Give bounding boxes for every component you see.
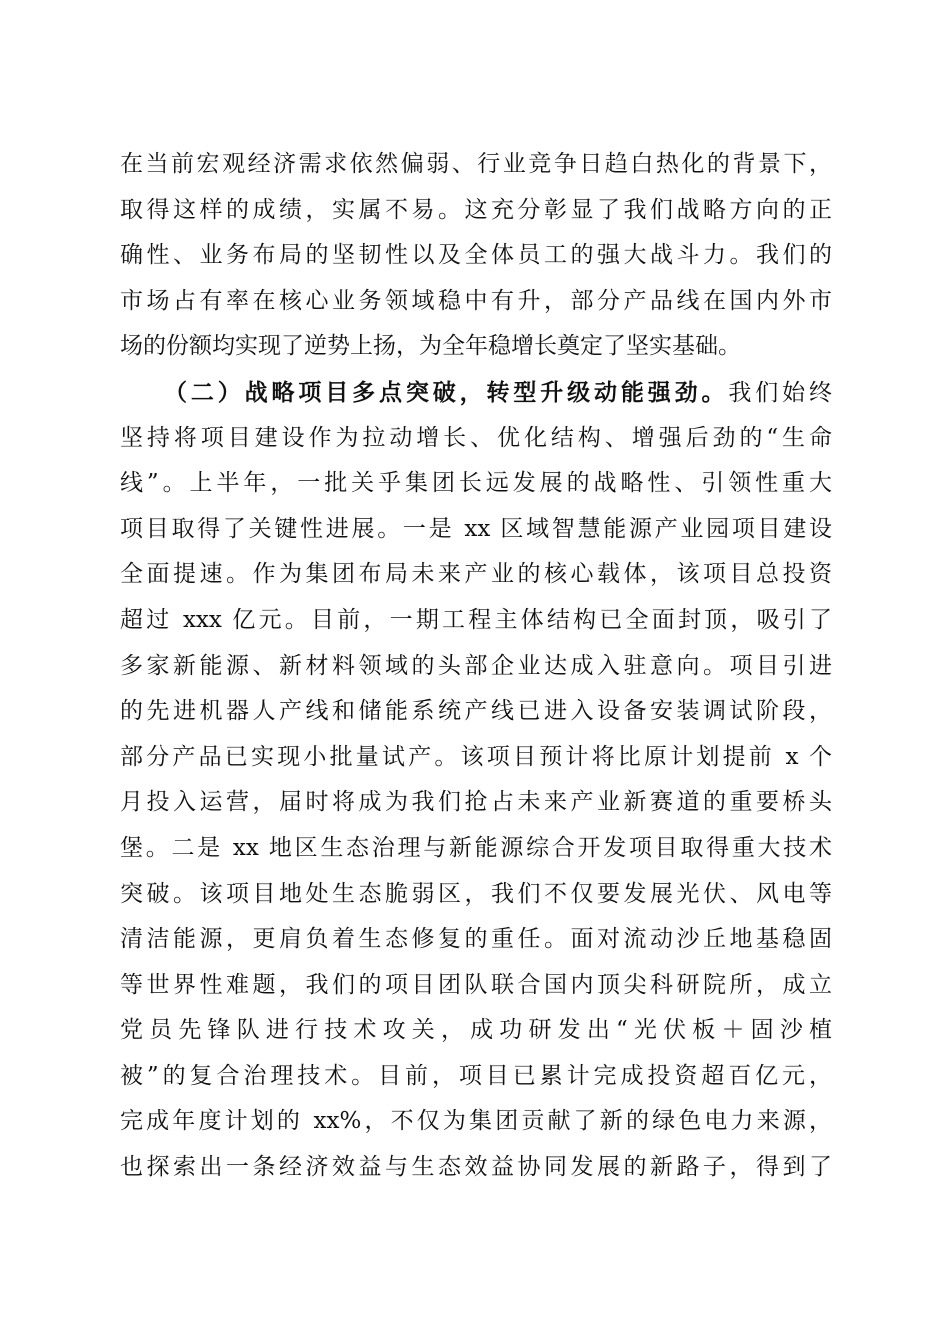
text-line: 堡。二是 xx 地区生态治理与新能源综合开发项目取得重大技术	[120, 834, 832, 861]
text-line: 被”的复合治理技术。目前，项目已累计完成投资超百亿元，	[120, 1062, 832, 1089]
text-line: 全面提速。作为集团布局未来产业的核心载体，该项目总投资	[120, 561, 832, 588]
text-line: 党员先锋队进行技术攻关，成功研发出“光伏板＋固沙植	[120, 1017, 832, 1044]
text-line: 确性、业务布局的坚韧性以及全体员工的强大战斗力。我们的	[120, 242, 832, 269]
text-line-with-heading	[120, 370, 832, 416]
text-line: 取得这样的成绩，实属不易。这充分彰显了我们战略方向的正	[120, 196, 832, 223]
text-line: 项目取得了关键性进展。一是 xx 区域智慧能源产业园项目建设	[120, 515, 832, 542]
text-line: 完成年度计划的 xx%，不仅为集团贡献了新的绿色电力来源，	[120, 1108, 832, 1135]
text-line: 多家新能源、新材料领域的头部企业达成入驻意向。项目引进	[120, 652, 832, 679]
paragraph-strategic-projects	[120, 370, 832, 1191]
text-line: 突破。该项目地处生态脆弱区，我们不仅要发展光伏、风电等	[120, 880, 832, 907]
text-line: 等世界性难题，我们的项目团队联合国内顶尖科研院所，成立	[120, 971, 832, 998]
text-line: 市场占有率在核心业务领域稳中有升，部分产品线在国内外市	[120, 287, 832, 314]
text-line: 的先进机器人产线和储能系统产线已进入设备安装调试阶段，	[120, 698, 832, 725]
text-line: 也探索出一条经济效益与生态效益协同发展的新路子，得到了	[120, 1154, 832, 1181]
text-line: 线”。上半年，一批关乎集团长远发展的战略性、引领性重大	[120, 470, 832, 497]
text-line: 清洁能源，更肩负着生态修复的重任。面对流动沙丘地基稳固	[120, 926, 832, 953]
text-line: 坚持将项目建设作为拉动增长、优化结构、增强后劲的“生命	[120, 424, 832, 451]
text-fragment: 我们始终	[728, 379, 832, 406]
text-line: 在当前宏观经济需求依然偏弱、行业竞争日趋白热化的背景下，	[120, 151, 832, 177]
section-heading: （二）战略项目多点突破，转型升级动能强劲。	[164, 378, 729, 406]
text-line: 月投入运营，届时将成为我们抢占未来产业新赛道的重要桥头	[120, 789, 832, 816]
document-body	[120, 142, 832, 1191]
paragraph-market-performance	[120, 142, 832, 370]
text-line: 场的份额均实现了逆势上扬，为全年稳增长奠定了坚实基础。	[120, 333, 741, 360]
text-line: 超过 xxx 亿元。目前，一期工程主体结构已全面封顶，吸引了	[120, 606, 832, 633]
text-line: 部分产品已实现小批量试产。该项目预计将比原计划提前 x 个	[120, 743, 832, 770]
